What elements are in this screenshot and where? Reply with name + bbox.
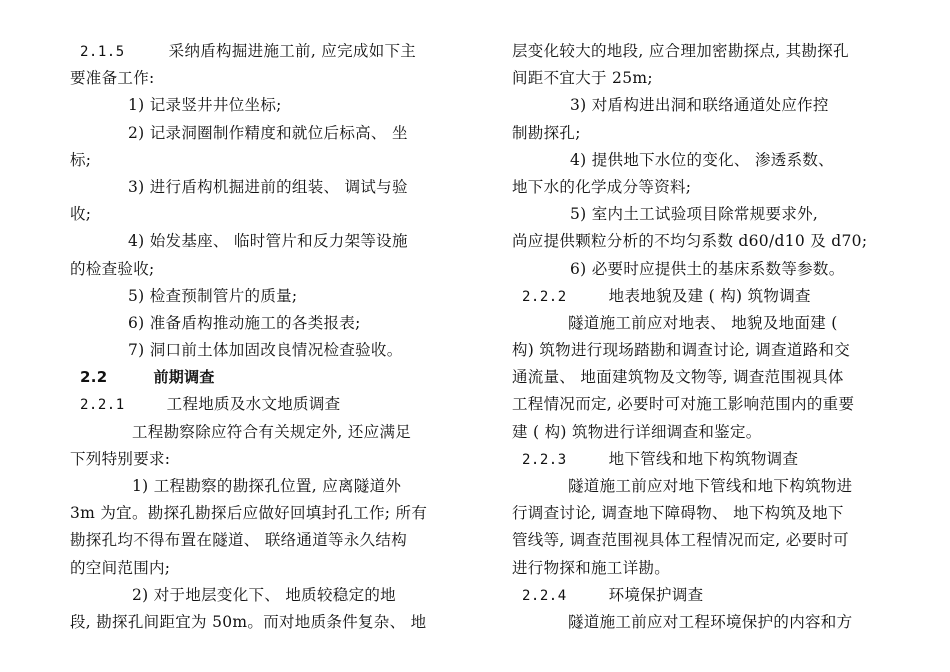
- line-text: 构) 筑物进行现场踏勘和调查讨论, 调查道路和交: [512, 341, 851, 360]
- section-number: 2.2.4: [522, 587, 567, 604]
- text-line: [512, 419, 884, 446]
- text-line: [512, 473, 884, 500]
- text-line: [512, 65, 884, 92]
- section-heading-line: [512, 582, 884, 609]
- text-line: [512, 500, 884, 527]
- line-text: 要准备工作:: [70, 69, 155, 88]
- line-text: 的检查验收;: [70, 259, 155, 278]
- section-heading-line: [512, 283, 884, 310]
- section-number: 2.2: [80, 368, 108, 387]
- line-text: 1) 记录竖井井位坐标;: [128, 96, 282, 115]
- line-text: 2) 记录洞圈制作精度和就位后标高、 坐: [128, 123, 408, 142]
- line-text: 尚应提供颗粒分析的不均匀系数 d60/d10 及 d70;: [512, 232, 868, 251]
- text-line: [512, 147, 884, 174]
- line-text: 4) 始发基座、 临时管片和反力架等设施: [128, 232, 408, 251]
- line-text: 地下管线和地下构筑物调查: [608, 449, 799, 468]
- section-heading-line: [70, 364, 440, 391]
- text-line: [70, 147, 440, 174]
- text-line: [512, 527, 884, 554]
- text-line: [70, 419, 440, 446]
- line-text: 隧道施工前应对工程环境保护的内容和方: [568, 612, 853, 631]
- line-text: 3) 进行盾构机掘进前的组装、 调试与验: [128, 177, 408, 196]
- text-line: [512, 92, 884, 119]
- line-text: 环境保护调查: [608, 585, 704, 604]
- section-title: 前期调查: [153, 368, 215, 387]
- line-text: 采纳盾构掘进施工前, 应完成如下主: [168, 42, 417, 60]
- text-line: [70, 256, 440, 283]
- text-line: [512, 174, 884, 201]
- text-line: [70, 555, 440, 582]
- line-text: 标;: [70, 150, 92, 169]
- line-text: 隧道施工前应对地下管线和地下构筑物进: [568, 477, 853, 495]
- text-line: [70, 527, 440, 554]
- line-text: 2) 对于地层变化下、 地质较稳定的地: [132, 585, 396, 604]
- line-text: 工程勘察除应符合有关规定外, 还应满足: [132, 422, 412, 441]
- line-text: 通流量、 地面建筑物及文物等, 调查范围视具体: [512, 368, 844, 387]
- text-line: [70, 120, 440, 147]
- text-line: [70, 473, 440, 500]
- section-number: 2.2.3: [522, 451, 567, 468]
- line-text: 地下水的化学成分等资料;: [512, 177, 692, 196]
- text-line: [70, 201, 440, 228]
- line-text: 的空间范围内;: [70, 558, 171, 577]
- line-text: 层变化较大的地段, 应合理加密勘探点, 其勘探孔: [512, 42, 849, 60]
- section-number: 2.2.2: [522, 288, 567, 305]
- line-text: 6) 必要时应提供土的基床系数等参数。: [570, 259, 845, 278]
- text-line: [70, 609, 440, 636]
- text-line: [512, 120, 884, 147]
- line-text: 制勘探孔;: [512, 123, 581, 142]
- section-heading-line: [512, 446, 884, 473]
- line-text: 6) 准备盾构推动施工的各类报表;: [128, 313, 361, 332]
- text-line: [512, 310, 884, 337]
- left-column: [70, 38, 440, 636]
- text-line: [512, 364, 884, 391]
- section-number: 2.2.1: [80, 397, 125, 414]
- section-heading-line: [70, 38, 440, 65]
- line-text: 段, 勘探孔间距宜为 50m。而对地质条件复杂、 地: [70, 612, 427, 631]
- text-line: [70, 283, 440, 310]
- text-line: [70, 446, 440, 473]
- line-text: 建 ( 构) 筑物进行详细调查和鉴定。: [512, 422, 762, 441]
- text-line: [70, 500, 440, 527]
- text-line: [512, 555, 884, 582]
- line-text: 勘探孔均不得布置在隧道、 联络通道等永久结构: [70, 531, 408, 550]
- line-text: 隧道施工前应对地表、 地貌及地面建 (: [568, 313, 838, 332]
- text-line: [512, 391, 884, 418]
- text-line: [70, 310, 440, 337]
- line-text: 收;: [70, 205, 92, 224]
- line-text: 3) 对盾构进出洞和联络通道处应作控: [570, 96, 829, 115]
- line-text: 行调查讨论, 调查地下障碍物、 地下构筑及地下: [512, 504, 844, 523]
- line-text: 进行物探和施工详勘。: [512, 558, 671, 577]
- text-line: [70, 337, 440, 364]
- text-line: [512, 337, 884, 364]
- line-text: 管线等, 调查范围视具体工程情况而定, 必要时可: [512, 531, 849, 550]
- text-line: [70, 174, 440, 201]
- text-line: [512, 256, 884, 283]
- line-text: 工程地质及水文地质调查: [166, 395, 341, 414]
- line-text: 5) 室内土工试验项目除常规要求外,: [570, 205, 819, 224]
- line-text: 地表地貌及建 ( 构) 筑物调查: [608, 286, 811, 305]
- text-line: [70, 228, 440, 255]
- line-text: 3m 为宜。勘探孔勘探后应做好回填封孔工作; 所有: [70, 504, 428, 523]
- section-number: 2.1.5: [80, 44, 125, 60]
- right-column: [512, 38, 884, 636]
- line-text: 1) 工程勘察的勘探孔位置, 应离隧道外: [132, 477, 402, 495]
- text-line: [70, 65, 440, 92]
- text-line: [512, 609, 884, 636]
- text-line: [512, 228, 884, 255]
- line-text: 5) 检查预制管片的质量;: [128, 286, 298, 305]
- line-text: 工程情况而定, 必要时可对施工影响范围内的重要: [512, 395, 855, 414]
- text-line: [70, 582, 440, 609]
- text-line: [512, 201, 884, 228]
- text-line: [70, 92, 440, 119]
- line-text: 下列特别要求:: [70, 449, 171, 468]
- line-text: 间距不宜大于 25m;: [512, 69, 653, 88]
- line-text: 4) 提供地下水位的变化、 渗透系数、: [570, 150, 834, 169]
- section-heading-line: [70, 391, 440, 418]
- line-text: 7) 洞口前土体加固改良情况检查验收。: [128, 341, 403, 360]
- text-line: [512, 38, 884, 65]
